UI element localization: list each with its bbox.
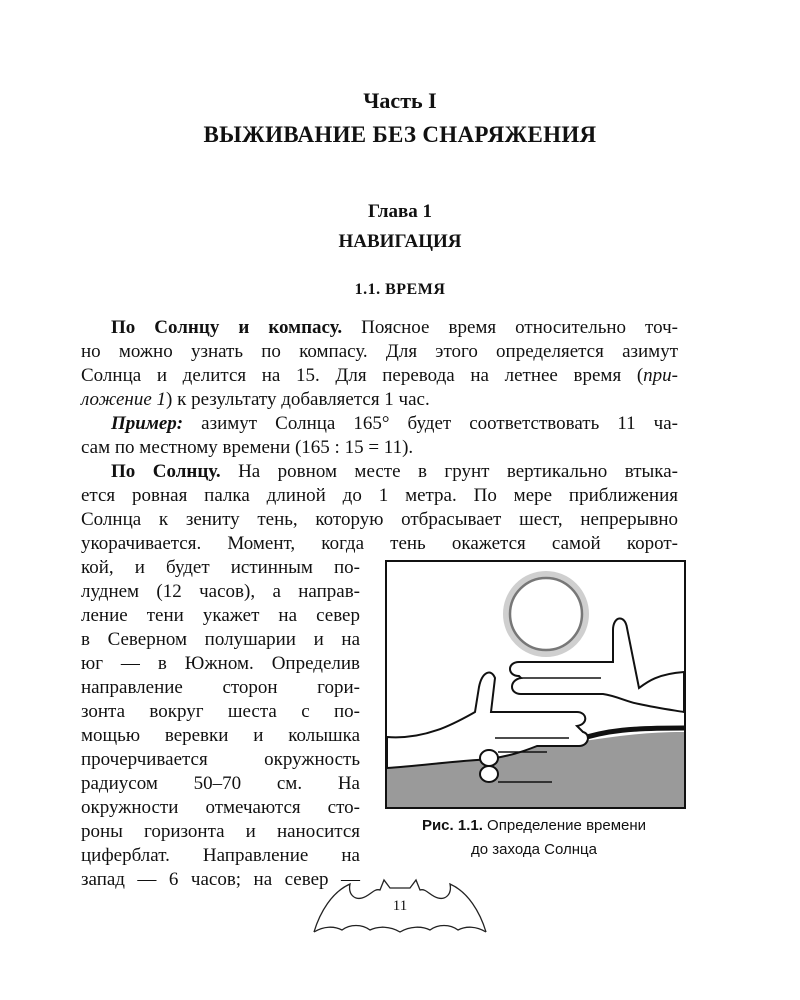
figure-illustration [385,560,686,809]
text-run: ) к результату добавляется 1 час. [166,389,430,410]
paragraph-line: зонта вокруг шеста с по- [81,701,360,722]
paragraph-line: окружности отмечаются сто- [81,797,360,818]
run-in-heading: По Солнцу и компасу. [111,317,343,338]
page-number: 11 [392,898,408,914]
paragraph-line: мощью веревки и колышка [81,725,360,746]
run-in-heading: По Солнцу. [111,461,221,482]
paragraph-line: роны горизонта и наносится [81,821,360,842]
part-title: ВЫЖИВАНИЕ БЕЗ СНАРЯЖЕНИЯ [203,122,597,147]
section-title: 1.1. ВРЕМЯ [354,281,446,298]
paragraph-line: циферблат. Направление на [81,845,360,866]
figure-caption-line2: до захода Солнца [471,841,597,858]
part-label: Часть I [363,88,437,113]
paragraph-line: юг — в Южном. Определив [81,653,360,674]
sun-icon [510,578,582,650]
paragraph-line: но можно узнать по компасу. Для этого определяется азимут [81,341,678,362]
figure-caption [380,815,688,837]
italic-ref: ложение 1 [81,389,167,410]
paragraph-line: ется ровная палка длиной до 1 метра. По мере приближения [81,485,678,506]
paragraph-line: запад — 6 часов; на север — [81,869,360,890]
italic-ref: при- [643,365,678,386]
paragraph-line: луднем (12 часов), а направ- [81,581,360,602]
finger-tip [480,766,498,782]
caption-text: Определение времени [482,817,647,834]
text-run: азимут Солнца 165° будет соответствовать 11 ча- [183,413,678,434]
run-in-heading: Пример: [111,413,184,434]
figure-label: Рис. 1.1. [421,817,483,834]
paragraph-line: прочерчивается окружность [81,749,360,770]
paragraph-line [81,316,678,340]
text-run: Поясное время относительно точ- [342,317,678,338]
paragraph-line: в Северном полушарии и на [81,629,360,650]
paragraph-line: Солнца к зениту тень, которую отбрасывает шест, непрерывно [81,509,678,530]
paragraph-line: сам по местному времени (165 : 15 = 11). [81,437,414,458]
paragraph-line [81,364,678,388]
paragraph-line: укорачивается. Момент, когда тень окажется самой корот- [81,533,678,554]
text-run: Солнца и делится на 15. Для перевода на летнее время ( [81,365,644,386]
text-run: На ровном месте в грунт вертикально втыка- [220,461,678,482]
paragraph-line: ление тени укажет на север [81,605,360,626]
paragraph-line [81,460,678,484]
paragraph-line [81,388,678,412]
paragraph-line: радиусом 50–70 см. На [81,773,360,794]
chapter-label: Глава 1 [367,201,433,222]
paragraph-line [81,412,678,436]
chapter-title: НАВИГАЦИЯ [338,231,462,252]
hands-sun-illustration [387,562,684,807]
paragraph-line: направление сторон гори- [81,677,360,698]
paragraph-line: кой, и будет истинным по- [81,557,360,578]
finger-tip [480,750,498,766]
